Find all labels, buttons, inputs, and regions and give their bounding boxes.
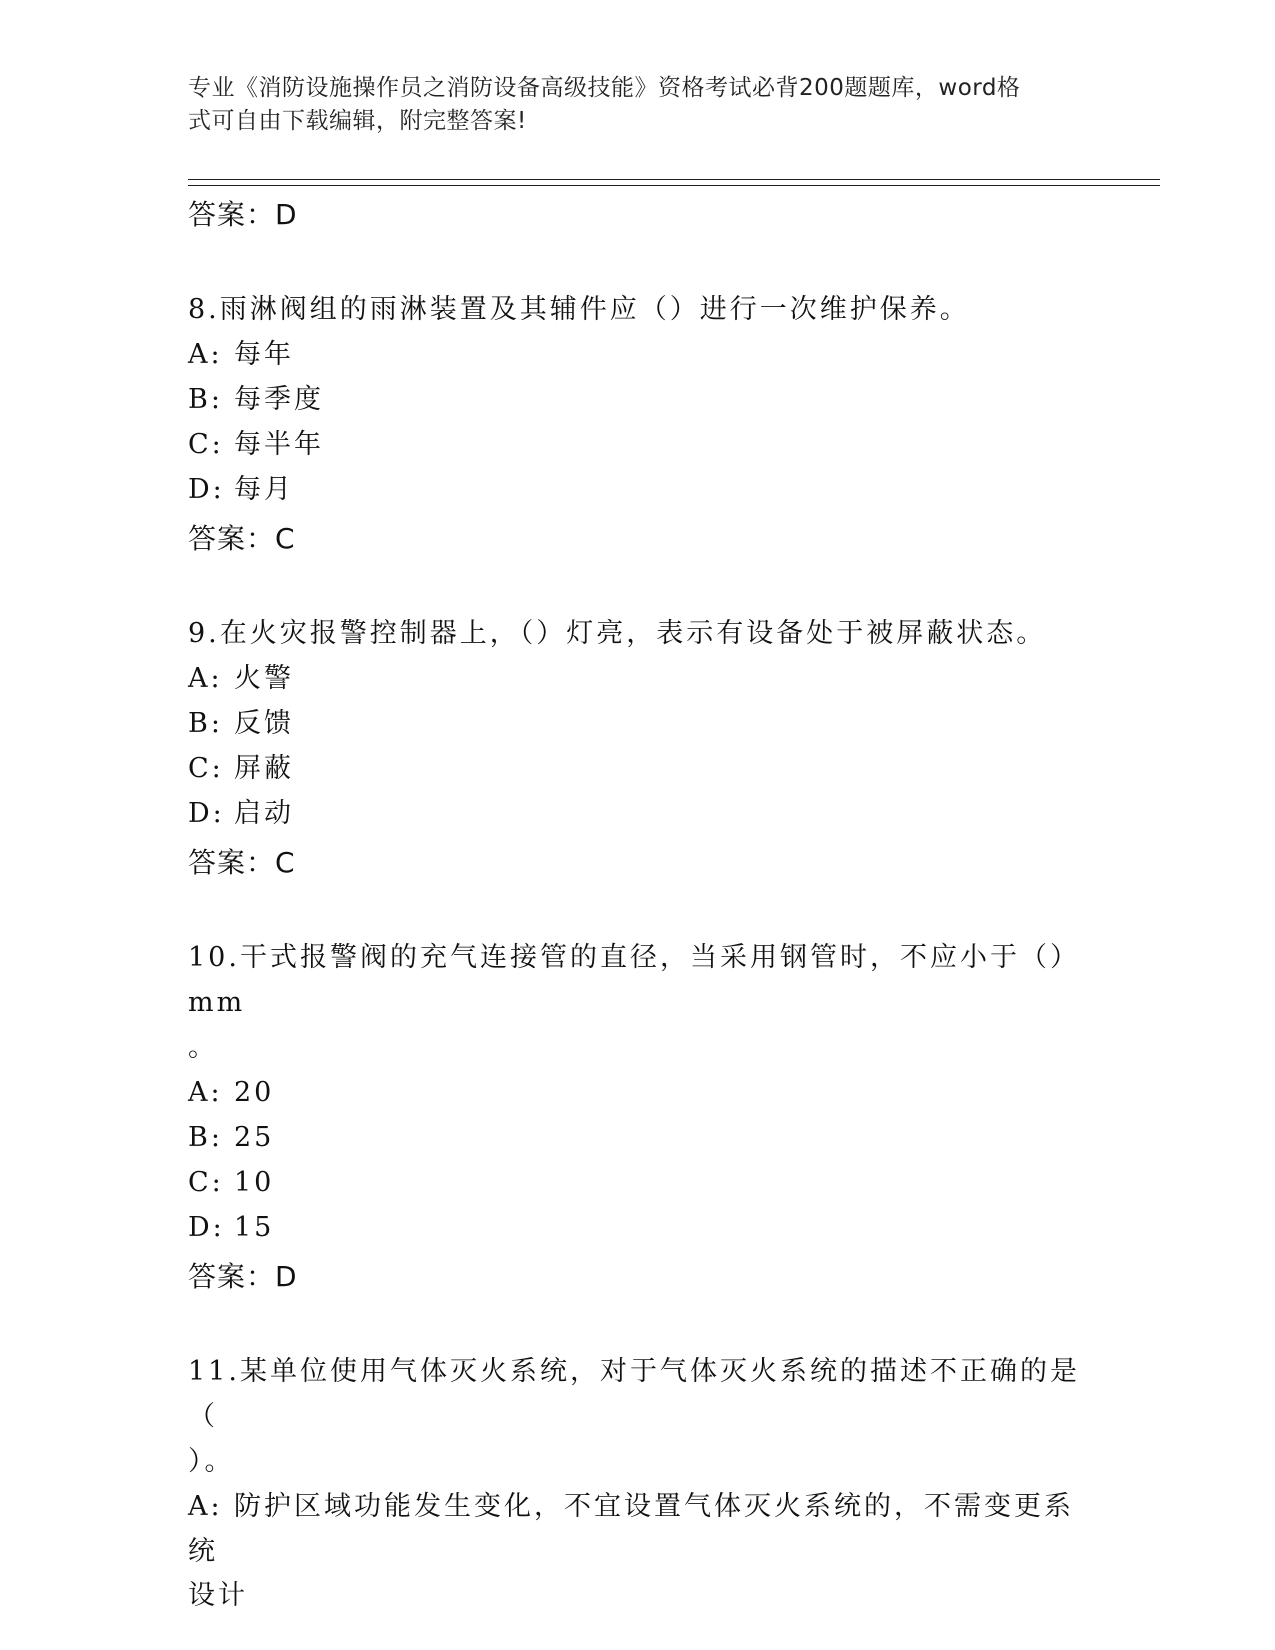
option-row [188, 332, 1088, 377]
option-row [188, 791, 1088, 836]
option-letter: A: [188, 663, 223, 694]
option-text: 每季度 [234, 384, 324, 415]
option-letter: B: [188, 384, 223, 415]
option-text: 反馈 [234, 708, 294, 739]
answer-line: 答案：D [188, 198, 298, 231]
answer-line: 答案：C [188, 522, 296, 555]
question-text: 8.雨淋阀组的雨淋装置及其辅件应（）进行一次维护保养。 [188, 294, 970, 325]
option-letter: C: [188, 429, 224, 460]
option-row [188, 656, 1088, 701]
question-block [188, 1349, 1088, 1618]
question-block [188, 287, 1088, 563]
header-divider-top [188, 179, 1160, 180]
header-line-1: 专业《消防设施操作员之消防设备高级技能》资格考试必背200题题库，word格 [188, 75, 1021, 101]
option-letter: A: [188, 339, 223, 370]
option-row [188, 1205, 1088, 1250]
option-text: 每年 [234, 339, 294, 370]
option-text: 25 [234, 1122, 275, 1153]
option-text: 屏蔽 [234, 753, 294, 784]
option-row [188, 746, 1088, 791]
option-letter: D: [188, 1212, 225, 1243]
question-block [188, 935, 1088, 1301]
option-row [188, 377, 1088, 422]
header-line-2: 式可自由下载编辑，附完整答案! [188, 108, 527, 134]
option-text: 10 [234, 1167, 275, 1198]
option-letter: A: [188, 1491, 223, 1522]
option-text: 火警 [234, 663, 294, 694]
option-letter: C: [188, 1167, 224, 1198]
option-letter: B: [188, 1122, 223, 1153]
option-row [188, 1160, 1088, 1205]
document-header [188, 72, 1078, 138]
option-letter: C: [188, 753, 224, 784]
question-text: ）。 [188, 1446, 235, 1477]
question-text: 。 [188, 1032, 218, 1063]
option-row [188, 422, 1088, 467]
option-text: 每半年 [234, 429, 324, 460]
question-list [188, 188, 1088, 1618]
option-row [188, 1115, 1088, 1160]
option-row [188, 701, 1088, 746]
option-row [188, 467, 1088, 512]
header-divider-bottom [188, 185, 1160, 186]
question-text: 10.干式报警阀的充气连接管的直径，当采用钢管时，不应小于（）mm [188, 942, 1080, 1018]
option-letter: A: [188, 1077, 223, 1108]
option-letter: D: [188, 474, 225, 505]
question-text: 9.在火灾报警控制器上，（）灯亮，表示有设备处于被屏蔽状态。 [188, 618, 1047, 649]
option-text: 15 [234, 1212, 275, 1243]
option-text: 每月 [234, 474, 294, 505]
answer-line: 答案：D [188, 1260, 298, 1293]
option-text: 防护区域功能发生变化，不宜设置气体灭火系统的，不需变更系统 [188, 1491, 1074, 1567]
question-block [188, 611, 1088, 887]
option-row [188, 1070, 1088, 1115]
answer-line: 答案：C [188, 846, 296, 879]
option-letter: D: [188, 798, 225, 829]
option-letter: B: [188, 708, 223, 739]
option-text-continued: 设计 [188, 1580, 248, 1611]
question-text: 11.某单位使用气体灭火系统，对于气体灭火系统的描述不正确的是（ [188, 1356, 1080, 1432]
option-text: 启动 [234, 798, 294, 829]
option-row [188, 1484, 1088, 1574]
option-text: 20 [234, 1077, 275, 1108]
